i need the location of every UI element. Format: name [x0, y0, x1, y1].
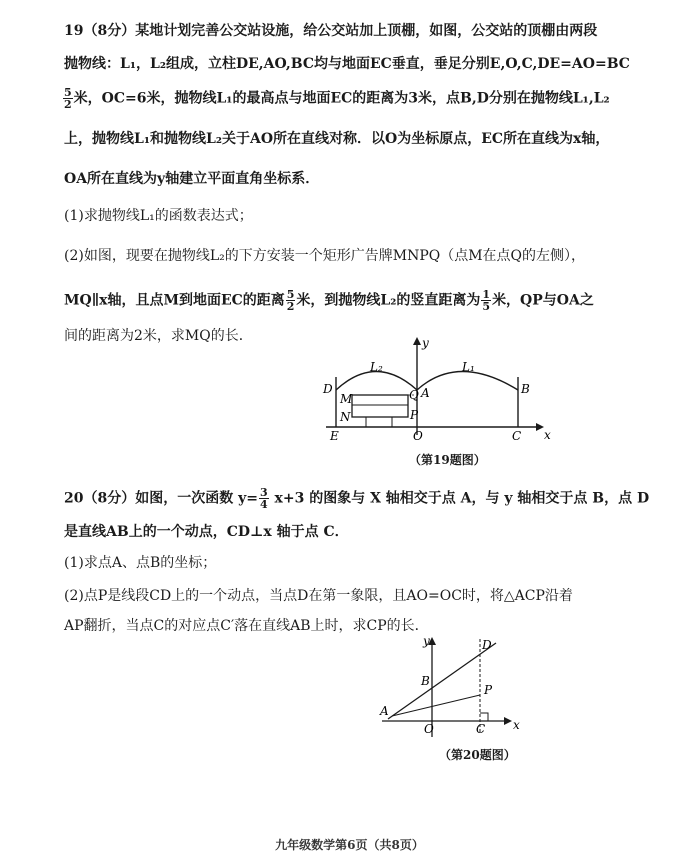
label-l2: L₂ — [370, 360, 383, 374]
q19-line-4: 上，抛物线L₁和抛物线L₂关于AO所在直线对称．以O为坐标原点，EC所在直线为x轴， — [64, 131, 610, 147]
q19-part-1: (1)求抛物线L₁的函数表达式； — [64, 208, 253, 224]
label-q: Q — [409, 388, 419, 402]
label-p: P — [410, 408, 419, 422]
segment-ap — [392, 695, 480, 716]
label-d: D — [482, 638, 492, 652]
q20-line-1-text-b: x+3 的图象与 X 轴相交于点 A，与 y 轴相交于点 B，点 D — [269, 490, 650, 507]
q19-part-2-line-2 — [64, 289, 679, 312]
fraction-5-2: $\frac{5}{2}$ — [64, 86, 72, 111]
label-x: x — [513, 718, 520, 732]
label-c: C — [512, 429, 522, 441]
q20-line-1 — [64, 487, 679, 510]
label-x: x — [544, 428, 551, 441]
fraction-5-2-b: $\frac{5}{2}$ — [286, 288, 295, 313]
label-d: D — [323, 382, 333, 396]
figure-19 — [312, 335, 562, 441]
label-n: N — [340, 410, 351, 424]
label-b: B — [421, 674, 430, 688]
q19-line-2: 抛物线：L₁，L₂组成，立柱DE,AO,BC均与地面EC垂直，垂足分别E,O,C,DE=AO=BC — [64, 56, 630, 72]
q20-line-2: 是直线AB上的一个动点，CD⊥x 轴于点 C． — [64, 524, 349, 540]
fraction-1-5: $\frac{1}{5}$ — [482, 288, 491, 313]
y-axis-arrow-icon — [413, 337, 421, 345]
parabola-l2 — [336, 372, 417, 391]
q19-line-3-text: 米，OC=6米，抛物线L₁的最高点与地面EC的距离为3米，点B,D分别在抛物线L₁,L₂ — [73, 90, 610, 107]
q19-part-2-text-c: 米，QP与OA之 — [492, 292, 594, 309]
label-a: A — [380, 704, 389, 718]
x-axis-arrow-icon — [504, 717, 512, 725]
fraction-3-4: $\frac{3}{4}$ — [259, 486, 268, 511]
q19-line-5: OA所在直线为y轴建立平面直角坐标系． — [64, 171, 320, 187]
parabola-l1 — [417, 372, 518, 391]
x-axis-arrow-icon — [536, 423, 544, 431]
label-y: y — [422, 336, 429, 350]
label-m: M — [340, 392, 353, 406]
label-y: y — [423, 634, 430, 648]
q20-part-1: (1)求点A、点B的坐标； — [64, 555, 217, 571]
q19-part-2-line-3: 间的距离为2米，求MQ的长． — [64, 328, 253, 344]
label-b: B — [521, 382, 530, 396]
billboard-mnpq — [352, 395, 408, 417]
q19-line-3 — [62, 87, 679, 110]
label-o: O — [413, 429, 423, 441]
label-e: E — [330, 429, 339, 441]
figure-20 — [376, 633, 526, 745]
q19-line-1: 19（8分）某地计划完善公交站设施，给公交站加上顶棚，如图，公交站的顶棚由两段 — [64, 23, 598, 39]
label-p: P — [484, 683, 493, 697]
q20-part-2-line-1: (2)点P是线段CD上的一个动点，当点D在第一象限，且AO=OC时，将△ACP沿着 — [64, 588, 573, 604]
page-footer: 九年级数学第6页（共8页） — [275, 838, 424, 852]
label-l1: L₁ — [462, 360, 475, 374]
label-o: O — [424, 722, 434, 736]
figure-19-caption: （第19题图） — [409, 453, 486, 467]
q19-part-2-text-b: 米，到抛物线L₂的竖直距离为 — [296, 292, 481, 309]
q19-part-2-text-a: MQ∥x轴，且点M到地面EC的距离 — [64, 292, 285, 309]
figure-20-caption: （第20题图） — [439, 748, 516, 762]
q19-part-2-line-1: (2)如图，现要在抛物线L₂的下方安装一个矩形广告牌MNPQ（点M在点Q的左侧）， — [64, 248, 586, 264]
label-c: C — [476, 722, 486, 736]
q20-part-2-line-2: AP翻折，当点C的对应点C′落在直线AB上时，求CP的长． — [64, 618, 429, 634]
q20-line-1-text-a: 20（8分）如图，一次函数 y= — [64, 490, 258, 507]
label-a: A — [421, 386, 430, 400]
right-angle-mark — [480, 713, 488, 721]
